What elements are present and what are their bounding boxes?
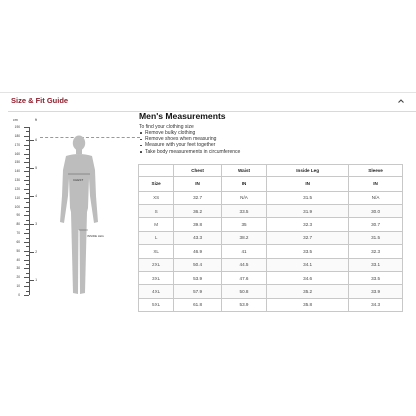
measurement-cell: 44.5 bbox=[221, 258, 266, 271]
measurement-cell: 30.7 bbox=[349, 218, 403, 231]
measurement-cell: 31.9 bbox=[267, 205, 349, 218]
ruler-cm-label: 50 bbox=[16, 248, 20, 253]
table-unit-row bbox=[139, 176, 403, 191]
ruler-cm-tick bbox=[24, 242, 29, 243]
table-row bbox=[139, 245, 403, 258]
size-cell: L bbox=[139, 231, 174, 244]
ruler-cm-label: 110 bbox=[14, 195, 20, 200]
ruler-cm-label: 140 bbox=[14, 169, 20, 174]
measurement-cell: 50.4 bbox=[174, 258, 222, 271]
size-fit-accordion-header[interactable] bbox=[8, 96, 408, 110]
inside-leg-label: INSIDE LEG bbox=[87, 234, 104, 238]
table-row bbox=[139, 218, 403, 231]
table-header-cell: Inside Leg bbox=[267, 165, 349, 177]
ruler-cm-unit: cm bbox=[13, 118, 18, 122]
ruler-cm-tick bbox=[24, 136, 29, 137]
ruler-cm-label: 170 bbox=[14, 142, 20, 147]
ruler-minor-tick bbox=[26, 229, 29, 230]
measurement-cell: 57.9 bbox=[174, 285, 222, 298]
table-row bbox=[139, 205, 403, 218]
ruler-ft-label: 3 bbox=[35, 222, 37, 226]
height-ruler bbox=[10, 118, 40, 296]
size-cell: XS bbox=[139, 191, 174, 204]
ruler-cm-label: 180 bbox=[14, 133, 20, 138]
measurement-cell: 53.9 bbox=[221, 298, 266, 311]
measurement-cell: 47.6 bbox=[221, 271, 266, 284]
measurement-cell: 38.2 bbox=[221, 231, 266, 244]
size-cell: M bbox=[139, 218, 174, 231]
ruler-cm-label: 60 bbox=[16, 239, 20, 244]
measurement-cell: 50.8 bbox=[221, 285, 266, 298]
ruler-minor-tick bbox=[26, 149, 29, 150]
ruler-cm-tick bbox=[24, 189, 29, 190]
table-unit-cell: Size bbox=[139, 176, 174, 191]
ruler-minor-tick bbox=[26, 238, 29, 239]
measurement-cell: 35.8 bbox=[267, 298, 349, 311]
ruler-cm-tick bbox=[24, 286, 29, 287]
measurement-cell: 32.3 bbox=[267, 218, 349, 231]
size-cell: 5XL bbox=[139, 298, 174, 311]
ruler-minor-tick bbox=[26, 202, 29, 203]
measurement-cell: 46.9 bbox=[174, 245, 222, 258]
size-cell: XL bbox=[139, 245, 174, 258]
table-header-cell bbox=[139, 165, 174, 177]
ruler-cm-label: 100 bbox=[14, 204, 20, 209]
measurement-cell: 33.1 bbox=[349, 258, 403, 271]
table-row bbox=[139, 298, 403, 311]
ruler-minor-tick bbox=[26, 264, 29, 265]
size-cell: 4XL bbox=[139, 285, 174, 298]
ruler-cm-tick bbox=[24, 207, 29, 208]
ruler-minor-tick bbox=[26, 176, 29, 177]
ruler-minor-tick bbox=[26, 211, 29, 212]
ruler-ft-label: 4 bbox=[35, 194, 37, 198]
ruler-cm-label: 70 bbox=[16, 231, 20, 236]
ruler-cm-tick bbox=[24, 215, 29, 216]
table-row bbox=[139, 231, 403, 244]
ruler-minor-tick bbox=[26, 246, 29, 247]
ruler-ft-label: 1 bbox=[35, 278, 37, 282]
measurement-cell: 30.0 bbox=[349, 205, 403, 218]
ruler-minor-tick bbox=[26, 255, 29, 256]
table-row bbox=[139, 258, 403, 271]
ruler-cm-label: 160 bbox=[14, 151, 20, 156]
table-unit-cell: IN bbox=[174, 176, 222, 191]
ruler-cm-tick bbox=[24, 162, 29, 163]
ruler-cm-tick bbox=[24, 268, 29, 269]
measurement-cell: 33.5 bbox=[349, 271, 403, 284]
ruler-cm-label: 80 bbox=[16, 222, 20, 227]
table-header-cell: Chest bbox=[174, 165, 222, 177]
ruler-minor-tick bbox=[26, 158, 29, 159]
ruler-cm-label: 150 bbox=[14, 160, 20, 165]
size-cell: S bbox=[139, 205, 174, 218]
measurements-intro: To find your clothing size bbox=[139, 124, 194, 130]
ruler-cm-label: 0 bbox=[18, 293, 20, 297]
ruler-minor-tick bbox=[26, 291, 29, 292]
ruler-cm-label: 190 bbox=[14, 125, 20, 129]
measurement-cell: 36.2 bbox=[174, 205, 222, 218]
measurement-cell: 34.3 bbox=[349, 298, 403, 311]
tip-item: Take body measurements in circumference bbox=[139, 149, 240, 155]
measurement-cell: 34.6 bbox=[267, 271, 349, 284]
table-header-cell: Waist bbox=[221, 165, 266, 177]
measurement-cell: 33.5 bbox=[267, 245, 349, 258]
ruler-ft-unit: ft bbox=[35, 118, 37, 122]
ruler-minor-tick bbox=[26, 184, 29, 185]
ruler-cm-tick bbox=[24, 127, 29, 128]
measurement-cell: 32.7 bbox=[267, 231, 349, 244]
ruler-cm-tick bbox=[24, 171, 29, 172]
table-row bbox=[139, 271, 403, 284]
ruler-cm-label: 90 bbox=[16, 213, 20, 218]
chest-label: CHEST bbox=[73, 178, 84, 182]
measurement-cell: 33.9 bbox=[349, 285, 403, 298]
size-fit-title: Size & Fit Guide bbox=[11, 96, 69, 105]
ruler-ft-label: 2 bbox=[35, 250, 37, 254]
table-unit-cell: IN bbox=[221, 176, 266, 191]
measurement-cell: 31.5 bbox=[349, 231, 403, 244]
measurement-cell: 41 bbox=[221, 245, 266, 258]
page-divider-top bbox=[0, 92, 416, 93]
tip-item: Remove bulky clothing bbox=[139, 130, 240, 136]
ruler-cm-label: 30 bbox=[16, 266, 20, 271]
table-header-row bbox=[139, 165, 403, 177]
measurement-cell: 35 bbox=[221, 218, 266, 231]
table-unit-cell: IN bbox=[349, 176, 403, 191]
ruler-cm-label: 40 bbox=[16, 257, 20, 262]
ruler-minor-tick bbox=[26, 273, 29, 274]
tip-item: Measure with your feet together bbox=[139, 142, 240, 148]
measurement-cell: 61.8 bbox=[174, 298, 222, 311]
body-silhouette bbox=[46, 130, 146, 300]
silhouette-icon bbox=[46, 130, 146, 300]
ruler-cm-tick bbox=[24, 295, 29, 296]
table-header-cell: Sleeve bbox=[349, 165, 403, 177]
measurement-cell: N/A bbox=[221, 191, 266, 204]
measurement-cell: 33.5 bbox=[221, 205, 266, 218]
ruler-cm-tick bbox=[24, 233, 29, 234]
measurement-cell: 53.9 bbox=[174, 271, 222, 284]
ruler-cm-label: 120 bbox=[14, 186, 20, 191]
measurement-cell: 31.5 bbox=[267, 191, 349, 204]
measurement-cell: 35.2 bbox=[267, 285, 349, 298]
ruler-axis bbox=[29, 127, 30, 295]
measurement-cell: N/A bbox=[349, 191, 403, 204]
table-row bbox=[139, 285, 403, 298]
size-chart-table bbox=[138, 164, 403, 312]
measurement-cell: 34.1 bbox=[267, 258, 349, 271]
measurement-cell: 32.3 bbox=[349, 245, 403, 258]
table-row bbox=[139, 191, 403, 204]
measurement-cell: 39.8 bbox=[174, 218, 222, 231]
ruler-cm-label: 20 bbox=[16, 275, 20, 280]
ruler-cm-tick bbox=[24, 180, 29, 181]
ruler-cm-label: 10 bbox=[16, 284, 20, 289]
measurements-title: Men's Measurements bbox=[139, 111, 226, 121]
ruler-cm-tick bbox=[24, 145, 29, 146]
ruler-minor-tick bbox=[26, 131, 29, 132]
size-cell: 2XL bbox=[139, 258, 174, 271]
tip-item: Remove shoes when measuring bbox=[139, 136, 240, 142]
table-unit-cell: IN bbox=[267, 176, 349, 191]
ruler-ft-label: 5 bbox=[35, 166, 37, 170]
measurement-cell: 43.3 bbox=[174, 231, 222, 244]
measurement-tips bbox=[139, 130, 240, 155]
measurement-cell: 32.7 bbox=[174, 191, 222, 204]
ruler-cm-tick bbox=[24, 260, 29, 261]
ruler-cm-tick bbox=[24, 154, 29, 155]
ruler-minor-tick bbox=[26, 220, 29, 221]
size-cell: 3XL bbox=[139, 271, 174, 284]
ruler-ft-label: 6 bbox=[35, 138, 37, 142]
chevron-up-icon[interactable] bbox=[396, 96, 406, 106]
ruler-cm-label: 130 bbox=[14, 178, 20, 183]
